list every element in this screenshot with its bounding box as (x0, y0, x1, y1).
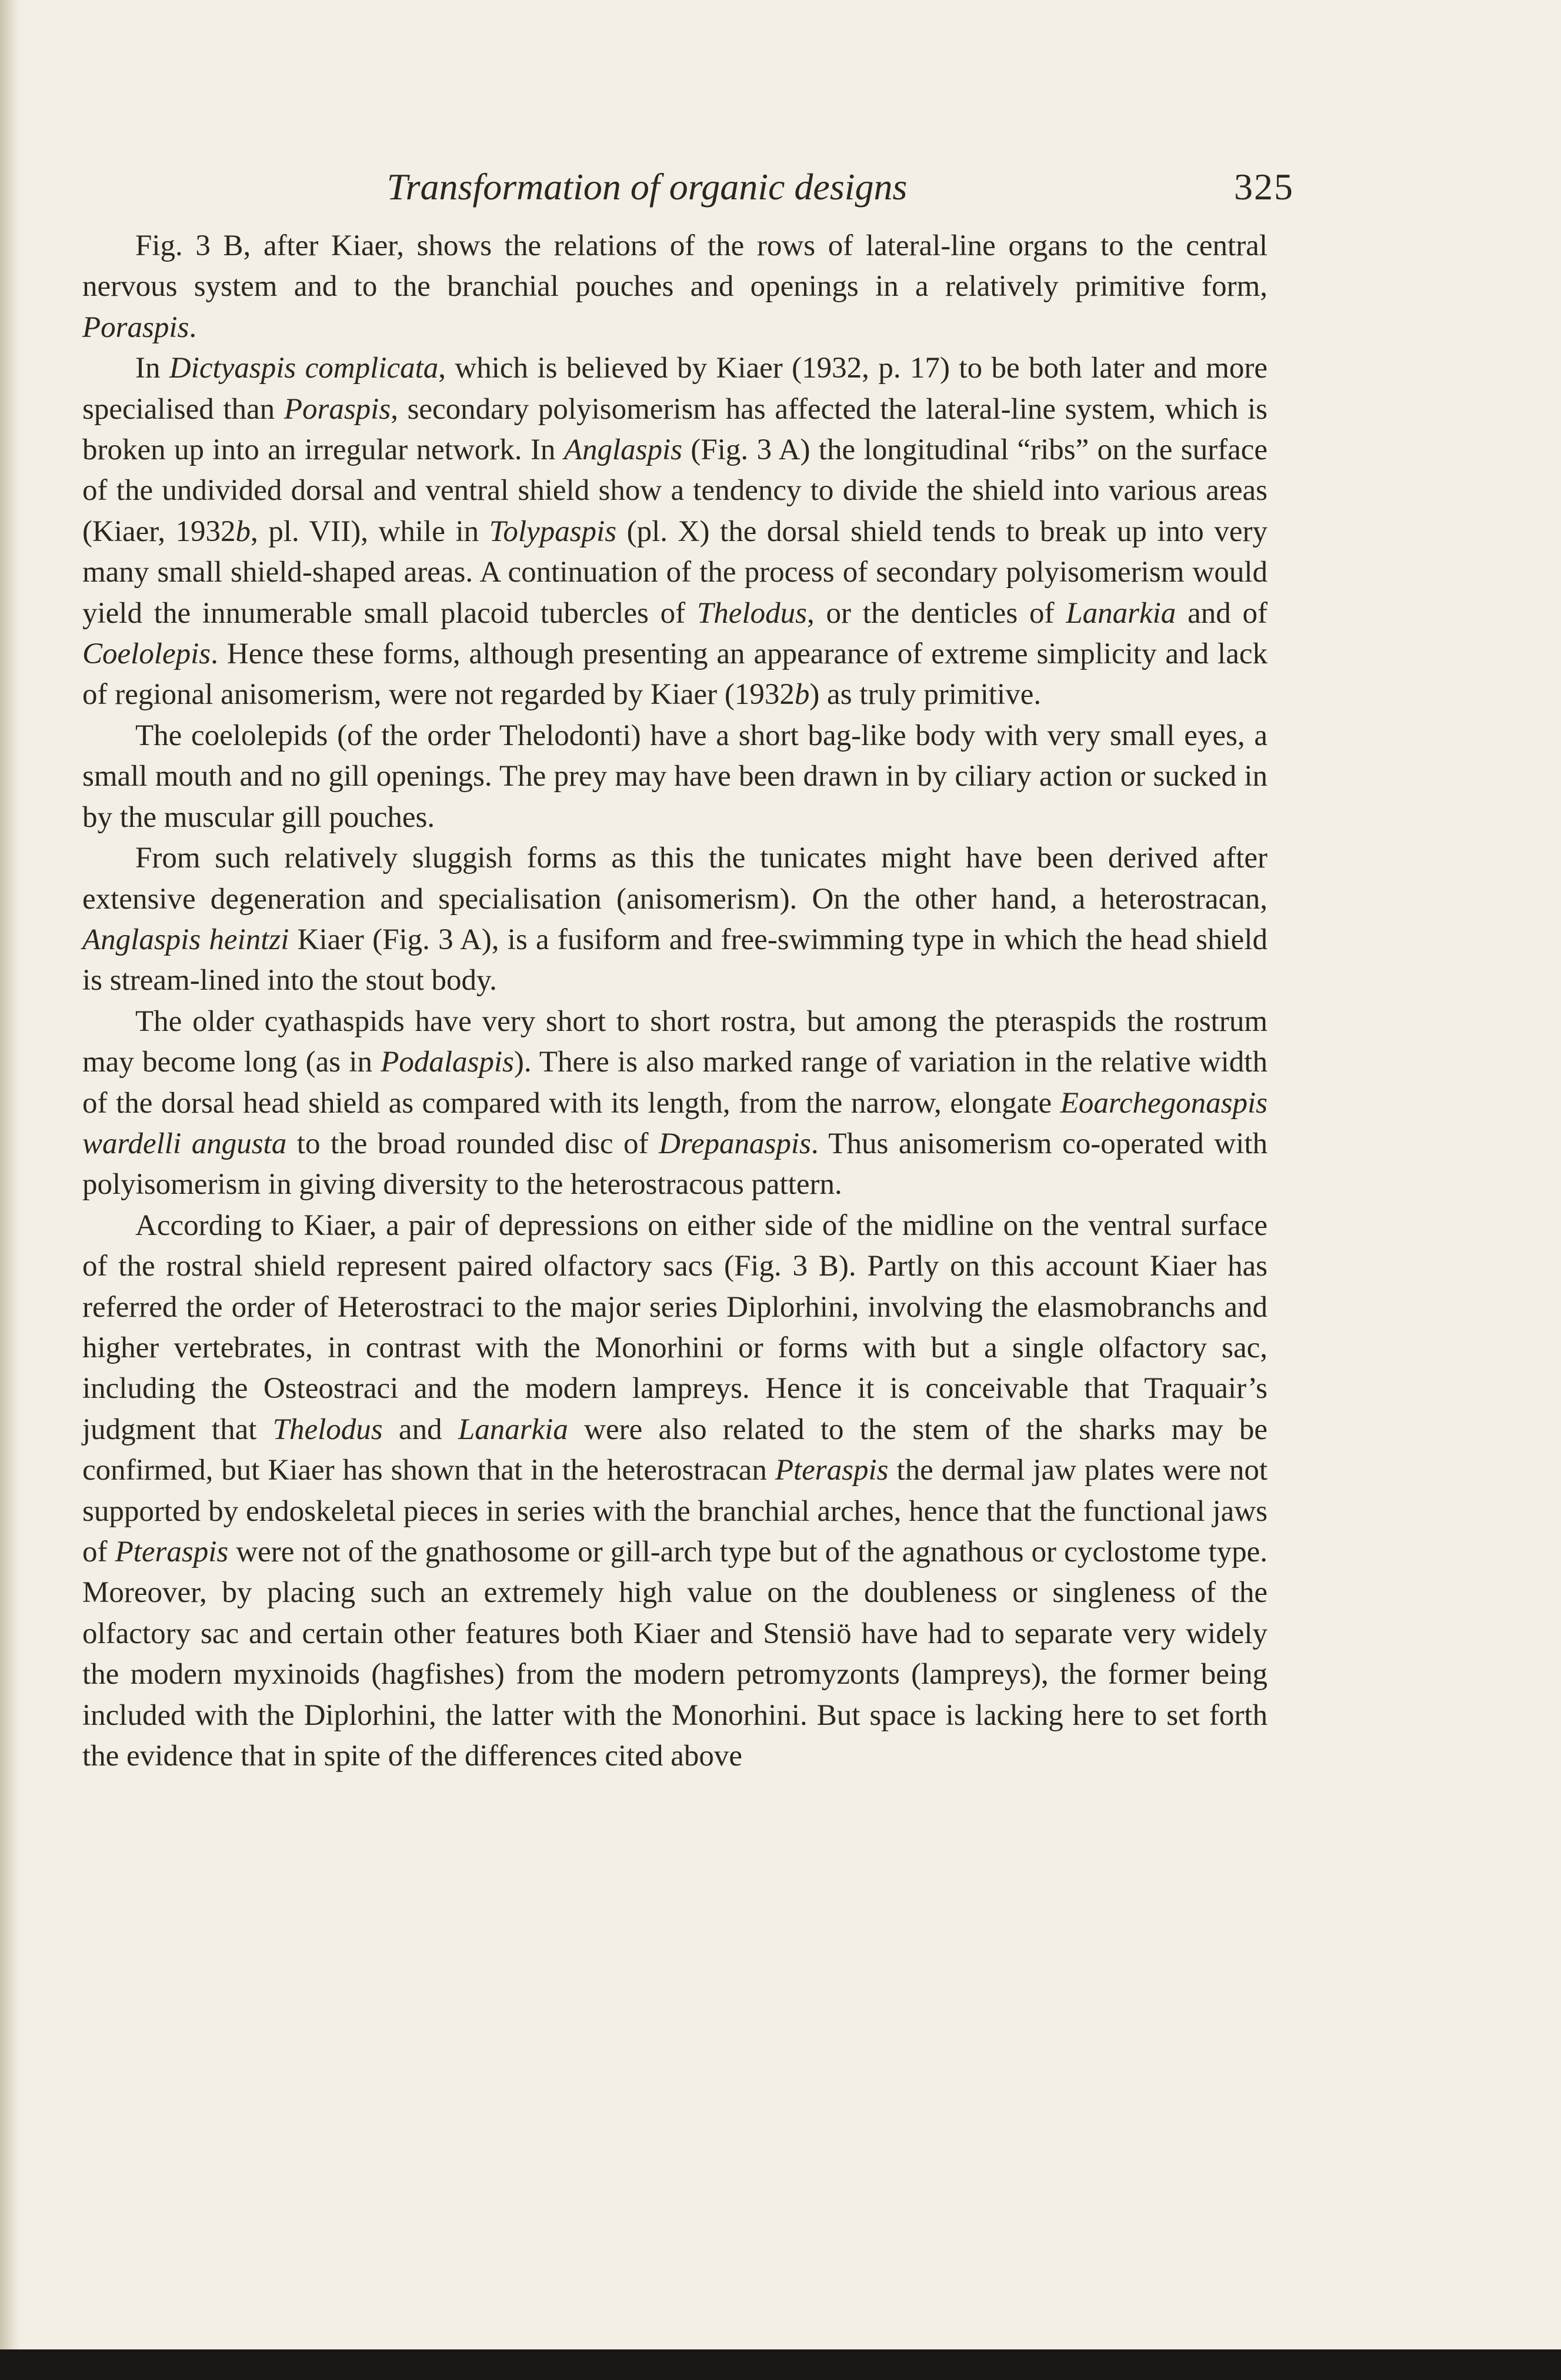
italic-run: b (235, 515, 251, 548)
italic-run: Poraspis (283, 392, 391, 426)
text-run: , or the denticles of (806, 596, 1066, 630)
body-text (82, 226, 1268, 1777)
italic-run: b (794, 678, 810, 712)
italic-run: Pteraspis (775, 1454, 889, 1487)
italic-run: Lanarkia (458, 1413, 568, 1446)
text-run: . Thus anisomerism co-operated with polyisomerism in giving diversity to the heterostracous pattern. (82, 1127, 1268, 1201)
text-run: From such relatively sluggish forms as this the tunicates might have been derived after extensive degeneration and specialisation (anisomerism). On the other hand, a heterostracan, (82, 842, 1268, 916)
text-run: Kiaer (Fig. 3 A), is a fusiform and free-swimming type in which the head shield is stream-lined into the stout body. (82, 923, 1268, 997)
text-run: ). There is also marked range of variation in the relative width of the dorsal head shield as compared with its length, from the narrow, elongate (82, 1046, 1268, 1120)
italic-run: Dictyaspis complicata (169, 352, 439, 385)
paragraph (82, 716, 1268, 838)
italic-run: Eoarchegonaspis wardelli angusta (82, 1086, 1268, 1160)
text-run: were also related to the stem of the sharks may be confirmed, but Kiaer has shown that in the heterostracan (82, 1413, 1268, 1487)
text-run: to the broad rounded disc of (286, 1127, 659, 1160)
text-run: (Fig. 3 A) the longitudinal “ribs” on the surface of the undivided dorsal and ventral shield show a tendency to divide the shield into various areas (Kiaer, 1932 (82, 433, 1268, 548)
paragraph (82, 226, 1268, 348)
scan-bottom-edge (0, 2349, 1561, 2380)
running-title: Transformation of organic designs (386, 166, 908, 208)
text-run: were not of the gnathosome or gill-arch type but of the agnathous or cyclostome type. Moreover, by placing such an extremely high value on the doubleness or singleness of the olfactory sac and certain other features both Kiaer and Stensiö have had to separate very widely the modern myxinoids (hagfishes) from the modern petromyzonts (lampreys), the former being included with the Diplorhini, the latter with the Monorhini. But space is lacking here to set forth the evidence that in spite of the differences cited above (82, 1536, 1268, 1773)
text-run: the dermal jaw plates were not supported by endoskeletal pieces in series with the branchial arches, hence that the functional jaws of (82, 1454, 1268, 1568)
italic-run: Podalaspis (381, 1046, 514, 1079)
text-run: ) as truly primitive. (809, 678, 1042, 712)
paragraph (82, 838, 1268, 1002)
page-number: 325 (1234, 166, 1294, 208)
paragraph (82, 348, 1268, 716)
text-run: (pl. X) the dorsal shield tends to break up into very many small shield-shaped areas. A continuation of the process of secondary polyisomerism would yield the innumerable small placoid tubercles of (82, 515, 1268, 630)
running-header (82, 165, 1294, 209)
text-run: , which is believed by Kiaer (1932, p. 17) to be both later and more specialised than (82, 352, 1268, 426)
italic-run: Lanarkia (1066, 596, 1176, 630)
italic-run: Thelodus (272, 1413, 383, 1446)
italic-run: Anglaspis (563, 433, 683, 467)
text-run: . (189, 311, 197, 344)
paragraph (82, 1002, 1268, 1206)
text-run: According to Kiaer, a pair of depressions on either side of the midline on the ventral surface of the rostral shield represent paired olfactory sacs (Fig. 3 B). Partly on this account Kiaer has referred the order of Heterostraci to the major series Diplorhini, involving the elasmobranchs and higher vertebrates, in contrast with the Monorhini or forms with but a single olfactory sac, including the Osteostraci and the modern lampreys. Hence it is conceivable that Traquair’s judgment that (82, 1209, 1268, 1446)
text-run: The older cyathaspids have very short to short rostra, but among the pteraspids the rostrum may become long (as in (82, 1004, 1268, 1079)
text-run: In (135, 352, 169, 385)
text-run: and of (1176, 596, 1268, 630)
italic-run: Poraspis (82, 311, 189, 344)
binding-shadow (0, 0, 20, 2349)
italic-run: Tolypaspis (489, 515, 617, 548)
text-run: , pl. VII), while in (251, 515, 489, 548)
text-run: and (382, 1413, 458, 1446)
text-run: The coelolepids (of the order Thelodonti) have a short bag-like body with very small eyes, a small mouth and no gill openings. The prey may have been drawn in by ciliary action or sucked in by the muscular gill pouches. (82, 719, 1268, 834)
italic-run: Anglaspis heintzi (82, 923, 289, 956)
italic-run: Pteraspis (115, 1536, 229, 1568)
italic-run: Coelolepis (82, 637, 211, 671)
text-run: . Hence these forms, although presenting an appearance of extreme simplicity and lack of regional anisomerism, were not regarded by Kiaer (1932 (82, 637, 1268, 712)
italic-run: Drepanaspis (659, 1127, 811, 1160)
paragraph (82, 1206, 1268, 1777)
text-run: , secondary polyisomerism has affected the lateral-line system, which is broken up into an irregular network. In (82, 392, 1268, 467)
italic-run: Thelodus (696, 596, 807, 630)
text-run: Fig. 3 B, after Kiaer, shows the relations of the rows of lateral-line organs to the central nervous system and to the branchial pouches and openings in a relatively primitive form, (82, 229, 1268, 303)
